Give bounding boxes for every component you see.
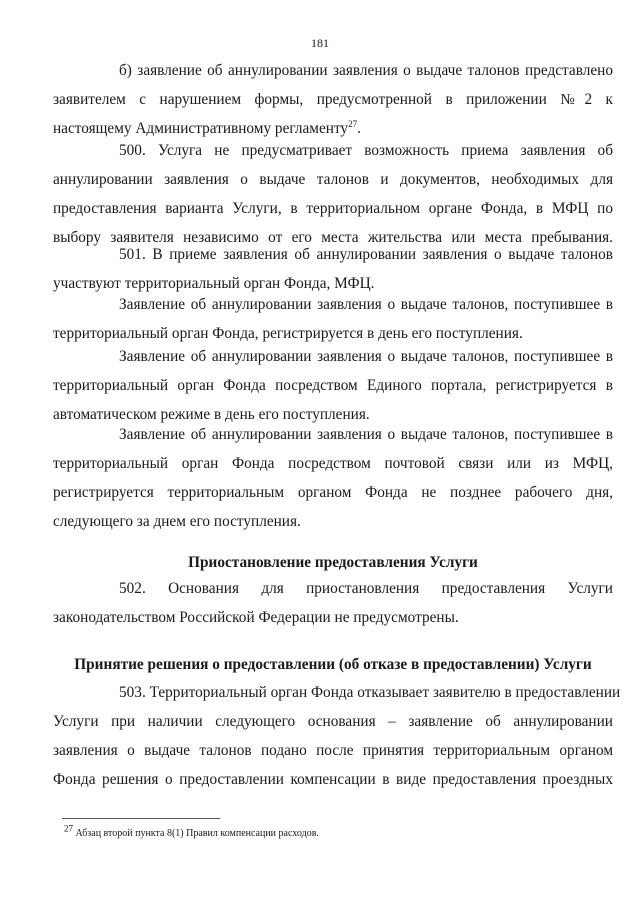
- sentence-end: .: [357, 120, 361, 137]
- footnote-separator: [62, 818, 220, 819]
- paragraph-503: [53, 678, 621, 794]
- text-line: регистрируется территориальным органом Фонда не позднее рабочего дня,: [53, 484, 613, 501]
- footnote: [64, 823, 319, 841]
- text-line: выбору заявителя независимо от его места жительства или места пребывания.: [53, 229, 613, 246]
- text-line: предоставления варианта Услуги, в территориальном органе Фонда, в МФЦ по: [53, 200, 613, 217]
- paragraph-b: [53, 56, 613, 143]
- text-line: законодательством Российской Федерации не предусмотрены.: [53, 609, 459, 626]
- text-line-content: настоящему Административному регламенту: [53, 120, 349, 137]
- text-line: Фонда решения о предоставлении компенсации в виде предоставления проездных: [53, 771, 613, 788]
- section-heading-suspension: Приостановление предоставления Услуги: [188, 554, 478, 571]
- section-heading-decision: Принятие решения о предоставлении (об отказе в предоставлении) Услуги: [74, 656, 592, 673]
- text-line: 502. Основания для приостановления предоставления Услуги: [119, 580, 613, 597]
- paragraph-500: [53, 136, 613, 252]
- text-line: автоматическом режиме в день его поступления.: [53, 406, 370, 423]
- text-line: Услуги при наличии следующего основания – заявление об аннулировании: [53, 713, 613, 730]
- paragraph-registration: [53, 290, 613, 348]
- text-line: территориальный орган Фонда, регистрируется в день его поступления.: [53, 325, 523, 342]
- footnote-text: Абзац второй пункта 8(1) Правил компенсации расходов.: [73, 828, 319, 839]
- text-line: территориальный орган Фонда посредством Единого портала, регистрируется в: [53, 377, 613, 394]
- text-line: аннулировании заявления о выдаче талонов и документов, необходимых для: [53, 171, 613, 188]
- text-line: Заявление об аннулировании заявления о выдаче талонов, поступившее в: [119, 348, 613, 365]
- paragraph-502: [53, 574, 613, 632]
- text-line: Заявление об аннулировании заявления о выдаче талонов, поступившее в: [119, 296, 613, 313]
- text-line: б) заявление об аннулировании заявления о выдаче талонов представлено: [119, 62, 613, 79]
- text-line: территориальный орган Фонда посредством почтовой связи или из МФЦ,: [53, 455, 613, 472]
- footnote-marker: 27: [64, 823, 73, 834]
- footnote-reference: 27: [348, 118, 358, 129]
- text-line: Заявление об аннулировании заявления о выдаче талонов, поступившее в: [119, 426, 613, 443]
- text-line: заявителем с нарушением формы, предусмотренной в приложении №2 к: [53, 91, 613, 108]
- page-number: 181: [311, 36, 329, 50]
- text-line: участвуют территориальный орган Фонда, МФЦ.: [53, 275, 375, 292]
- text-line: следующего за днем его поступления.: [53, 513, 301, 530]
- text-line: 501. В приеме заявления об аннулировании заявления о выдаче талонов: [119, 246, 613, 263]
- paragraph-portal-registration: [53, 342, 613, 429]
- paragraph-post-registration: [53, 420, 613, 536]
- text-line: заявления о выдаче талонов подано после принятия территориальным органом: [53, 742, 613, 759]
- text-line: 500. Услуга не предусматривает возможность приема заявления об: [119, 142, 613, 159]
- text-line: 503. Территориальный орган Фонда отказывает заявителю в предоставлении: [119, 684, 621, 701]
